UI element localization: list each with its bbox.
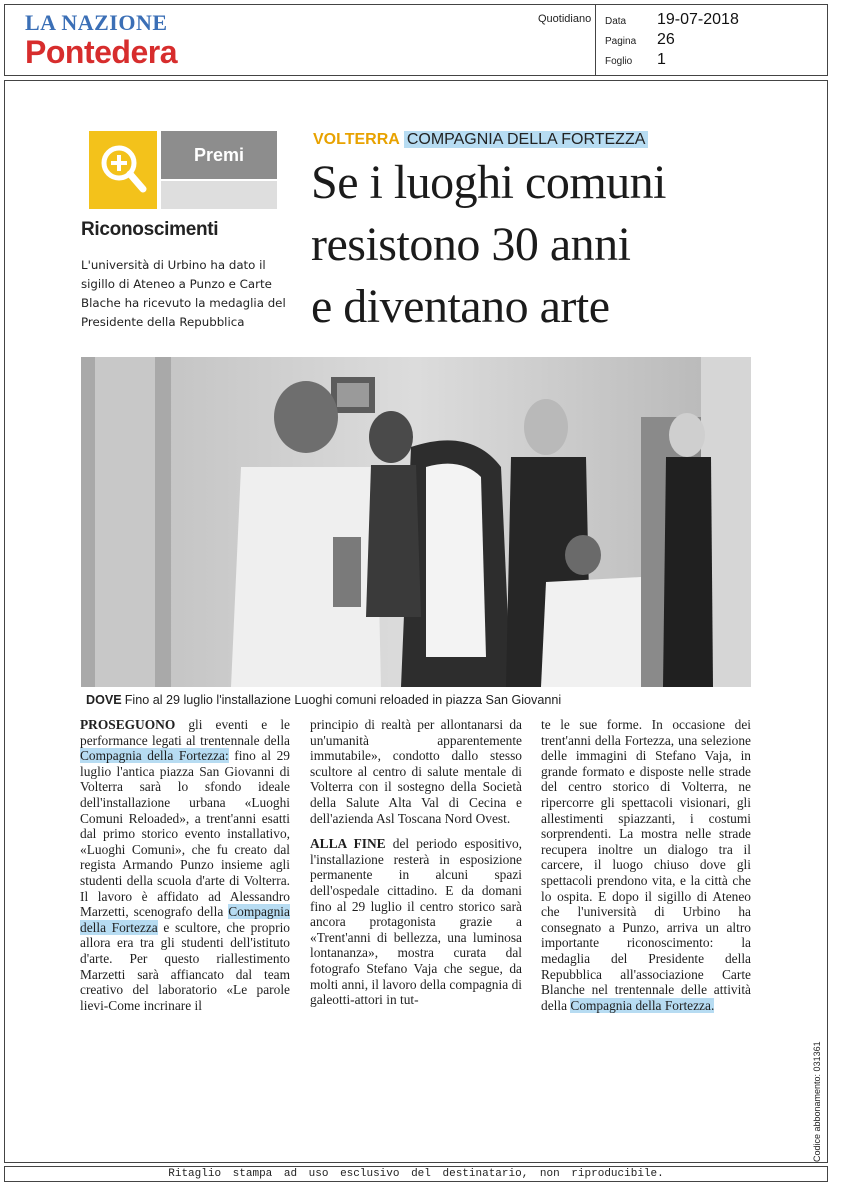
column-text: e scultore, che proprio allora era tra gli studenti dell'istituto d'arte. Per questo riallestimento Marzetti sarà affiancato dal team creativo del laboratorio «Le parole lievi-Come incrinare il: [80, 919, 290, 1013]
kicker-section: COMPAGNIA DELLA FORTEZZA: [404, 131, 649, 148]
highlighted-text: Compagnia della Fortezza: [80, 904, 290, 935]
meta-label: Pagina: [605, 36, 637, 47]
meta-row-page: [605, 31, 739, 51]
highlighted-text: Compagnia della Fortezza:: [80, 748, 229, 764]
sidebar-title: Riconoscimenti: [81, 219, 219, 240]
column-text: gli eventi e le performance legati al trentennale della: [80, 717, 290, 748]
newspaper-logo: [25, 11, 177, 69]
headline-line: resistono 30 anni: [311, 218, 631, 271]
paragraph-gap: [310, 826, 522, 836]
logo-edition: Pontedera: [25, 34, 177, 70]
meta-row-sheet: [605, 51, 739, 71]
column-text: principio di realtà per allontanarsi da un'umanità apparentemente immutabile», condotto dallo stesso scultore al centro di salute mentale di Volterra con il sostegno della Società della Salute Alta Val di Cecina e dell'azienda Asl Toscana Nord Ovest.: [310, 717, 522, 826]
meta-value: 26: [657, 31, 675, 48]
section-tag: Premi: [161, 131, 277, 179]
kicker-place: VOLTERRA: [313, 131, 400, 148]
photo-caption: [86, 693, 561, 707]
page-header: [4, 4, 828, 76]
meta-label: Foglio: [605, 56, 633, 67]
header-divider: [595, 5, 596, 75]
publication-type: Quotidiano: [538, 13, 592, 25]
highlighted-text: Compagnia della Fortezza.: [570, 997, 715, 1013]
caption-lead: DOVE: [86, 693, 122, 707]
zoom-in-icon: [89, 131, 157, 209]
meta-label: Data: [605, 16, 627, 27]
article-column-3: [541, 717, 751, 1013]
logo-top: LA NAZIONE: [25, 10, 168, 35]
article-column-1: [80, 717, 290, 1013]
column-text: del periodo espositivo, l'installazione resterà in esposizione permanente in alcuni spazi dell'ospedale cittadino. E da domani fino al 29 luglio il centro storico sarà ancora protagonista grazie a «Trent'anni di bellezza, una luminosa lontananza», mostra curata dal fotografo Stefano Vaja che segue, da molti anni, il lavoro della compagnia di galeotti-attori in tut-: [310, 836, 522, 1008]
headline-line: Se i luoghi comuni: [311, 156, 666, 209]
sidebar-text: L'università di Urbino ha dato il sigillo di Ateneo a Punzo e Carte Blache ha ricevuto la medaglia del Presidente della Repubblica: [81, 258, 286, 329]
meta-row-date: [605, 11, 739, 31]
headline-line: e diventano arte: [311, 280, 610, 333]
column-lead: ALLA FINE: [310, 836, 386, 852]
article-column-2: [310, 717, 522, 1008]
article-kicker: [313, 130, 648, 149]
article-headline: [311, 152, 781, 338]
footer-notice: Ritaglio stampa ad uso esclusivo del destinatario, non riproducibile.: [4, 1166, 828, 1182]
column-lead: PROSEGUONO: [80, 717, 176, 732]
column-text: fino al 29 luglio l'antica piazza San Giovanni di Volterra sarà lo sfondo ideale dell'installazione urbana «Luoghi Comuni Reloaded», a trent'anni esatti dal primo storico evento installativo, «Luoghi Comuni», che fu creato dal regista Armando Punzo insieme agli studenti della scuola d'arte di Volterra. Il lavoro è affidato ad Alessandro Marzetti, scenografo della: [80, 748, 290, 920]
article-photo: [81, 357, 751, 687]
column-text: te le sue forme. In occasione dei trent'anni della Fortezza, una selezione delle immagini di Stefano Vaja, in grande formato e disposte nelle strade del centro storico di Volterra, ne ripercorre gli spettacoli visionari, gli allestimenti spiazzanti, i costumi sorprendenti. La mostra nelle strade recupera inoltre un dialogo tra il carcere, il luogo chiuso dove gli spettacoli prendono vita, e la città che lo ospita. E dopo il sigillo di Ateneo che l'università di Urbino ha consegnato a Punzo, arriva un altro importante riconoscimento: la medaglia del Presidente della Repubblica all'associazione Carte Blanche nel trentennale delle attività della: [541, 717, 751, 1013]
section-tag-shade: [161, 181, 277, 209]
caption-text: Fino al 29 luglio l'installazione Luoghi comuni reloaded in piazza San Giovanni: [124, 693, 562, 707]
meta-value: 19-07-2018: [657, 11, 739, 28]
meta-value: 1: [657, 51, 666, 68]
subscription-code: Codice abbonamento: 031361: [812, 1041, 822, 1162]
header-meta: [605, 11, 739, 71]
section-badge: [89, 131, 277, 209]
